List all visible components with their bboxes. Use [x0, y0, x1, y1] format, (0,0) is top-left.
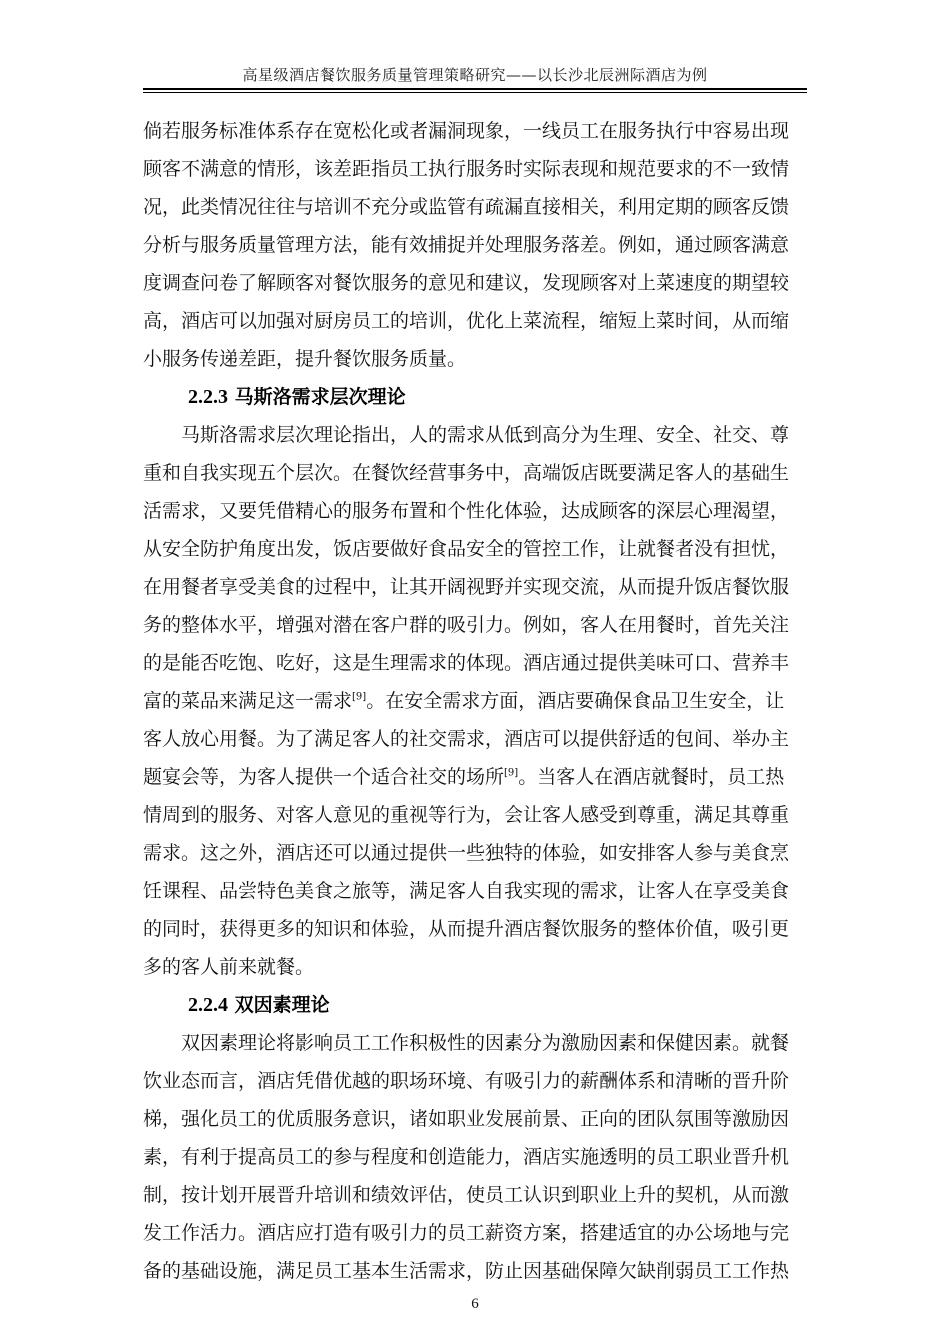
body-line-indented: 双因素理论将影响员工工作积极性的因素分为激励因素和保健因素。就餐 [181, 1032, 790, 1054]
body-line: 在用餐者享受美食的过程中，让其开阔视野并实现交流，从而提升饭店餐饮服 [143, 576, 790, 598]
body-line: 的是能否吃饱、吃好，这是生理需求的体现。酒店通过提供美味可口、营养丰 [143, 652, 790, 674]
body-line: 高，酒店可以加强对厨房员工的培训，优化上菜流程，缩短上菜时间，从而缩 [143, 310, 790, 332]
section-number: 2.2.4 [188, 994, 228, 1016]
text-span: 富的菜品来满足这一需求 [143, 690, 353, 712]
body-line: 顾客不满意的情形，该差距指员工执行服务时实际表现和规范要求的不一致情 [143, 158, 790, 180]
section-heading-2-2-4 [188, 986, 330, 1024]
body-line-with-citation [143, 758, 807, 796]
page-number: 6 [471, 1296, 479, 1312]
citation-ref: [9] [504, 767, 519, 779]
section-number: 2.2.3 [188, 386, 228, 408]
body-line: 饪课程、品尝特色美食之旅等，满足客人自我实现的需求，让客人在享受美食 [143, 880, 790, 902]
body-line: 制，按计划开展晋升培训和绩效评估，使员工认识到职业上升的契机，从而激 [143, 1184, 790, 1206]
body-line: 倘若服务标准体系存在宽松化或者漏洞现象，一线员工在服务执行中容易出现 [143, 120, 790, 142]
body-line: 发工作活力。酒店应打造有吸引力的员工薪资方案，搭建适宜的办公场地与完 [143, 1222, 790, 1244]
body-line: 的同时，获得更多的知识和体验，从而提升酒店餐饮服务的整体价值，吸引更 [143, 918, 790, 940]
citation-ref: [9] [352, 691, 367, 703]
text-span: 题宴会等，为客人提供一个适合社交的场所 [143, 766, 505, 788]
body-line: 饮业态而言，酒店凭借优越的职场环境、有吸引力的薪酬体系和清晰的晋升阶 [143, 1070, 790, 1092]
body-line: 素，有利于提高员工的参与程度和创造能力，酒店实施透明的员工职业晋升机 [143, 1146, 790, 1168]
body-line: 从安全防护角度出发，饭店要做好食品安全的管控工作，让就餐者没有担忧， [143, 538, 790, 560]
body-line: 需求。这之外，酒店还可以通过提供一些独特的体验，如安排客人参与美食烹 [143, 842, 790, 864]
body-line-with-citation [143, 682, 807, 720]
section-title: 马斯洛需求层次理论 [234, 386, 406, 408]
body-line: 多的客人前来就餐。 [143, 956, 315, 978]
body-line: 情周到的服务、对客人意见的重视等行为，会让客人感受到尊重，满足其尊重 [143, 804, 790, 826]
body-line: 度调查问卷了解顾客对餐饮服务的意见和建议，发现顾客对上菜速度的期望较 [143, 272, 790, 294]
section-heading-2-2-3 [188, 378, 406, 416]
body-line: 客人放心用餐。为了满足客人的社交需求，酒店可以提供舒适的包间、举办主 [143, 728, 790, 750]
body-line: 梯，强化员工的优质服务意识，诸如职业发展前景、正向的团队氛围等激励因 [143, 1108, 790, 1130]
body-line: 活需求，又要凭借精心的服务布置和个性化体验，达成顾客的深层心理渴望， [143, 500, 790, 522]
header-rule [143, 88, 807, 90]
text-span: 。在安全需求方面，酒店要确保食品卫生安全，让 [366, 690, 785, 712]
body-line: 小服务传递差距，提升餐饮服务质量。 [143, 348, 467, 370]
body-line: 务的整体水平，增强对潜在客户群的吸引力。例如，客人在用餐时，首先关注 [143, 614, 790, 636]
section-title: 双因素理论 [234, 994, 330, 1016]
header-rule-thin [143, 92, 807, 93]
body-line-indented: 马斯洛需求层次理论指出，人的需求从低到高分为生理、安全、社交、尊 [181, 424, 790, 446]
body-line: 重和自我实现五个层次。在餐饮经营事务中，高端饭店既要满足客人的基础生 [143, 462, 790, 484]
running-header: 高星级酒店餐饮服务质量管理策略研究——以长沙北辰洲际酒店为例 [242, 66, 708, 84]
body-line: 备的基础设施，满足员工基本生活需求，防止因基础保障欠缺削弱员工工作热 [143, 1260, 790, 1282]
text-span: 。当客人在酒店就餐时，员工热 [518, 766, 785, 788]
body-line: 分析与服务质量管理方法，能有效捕捉并处理服务落差。例如，通过顾客满意 [143, 234, 790, 256]
body-line: 况，此类情况往往与培训不充分或监管有疏漏直接相关，利用定期的顾客反馈 [143, 196, 790, 218]
